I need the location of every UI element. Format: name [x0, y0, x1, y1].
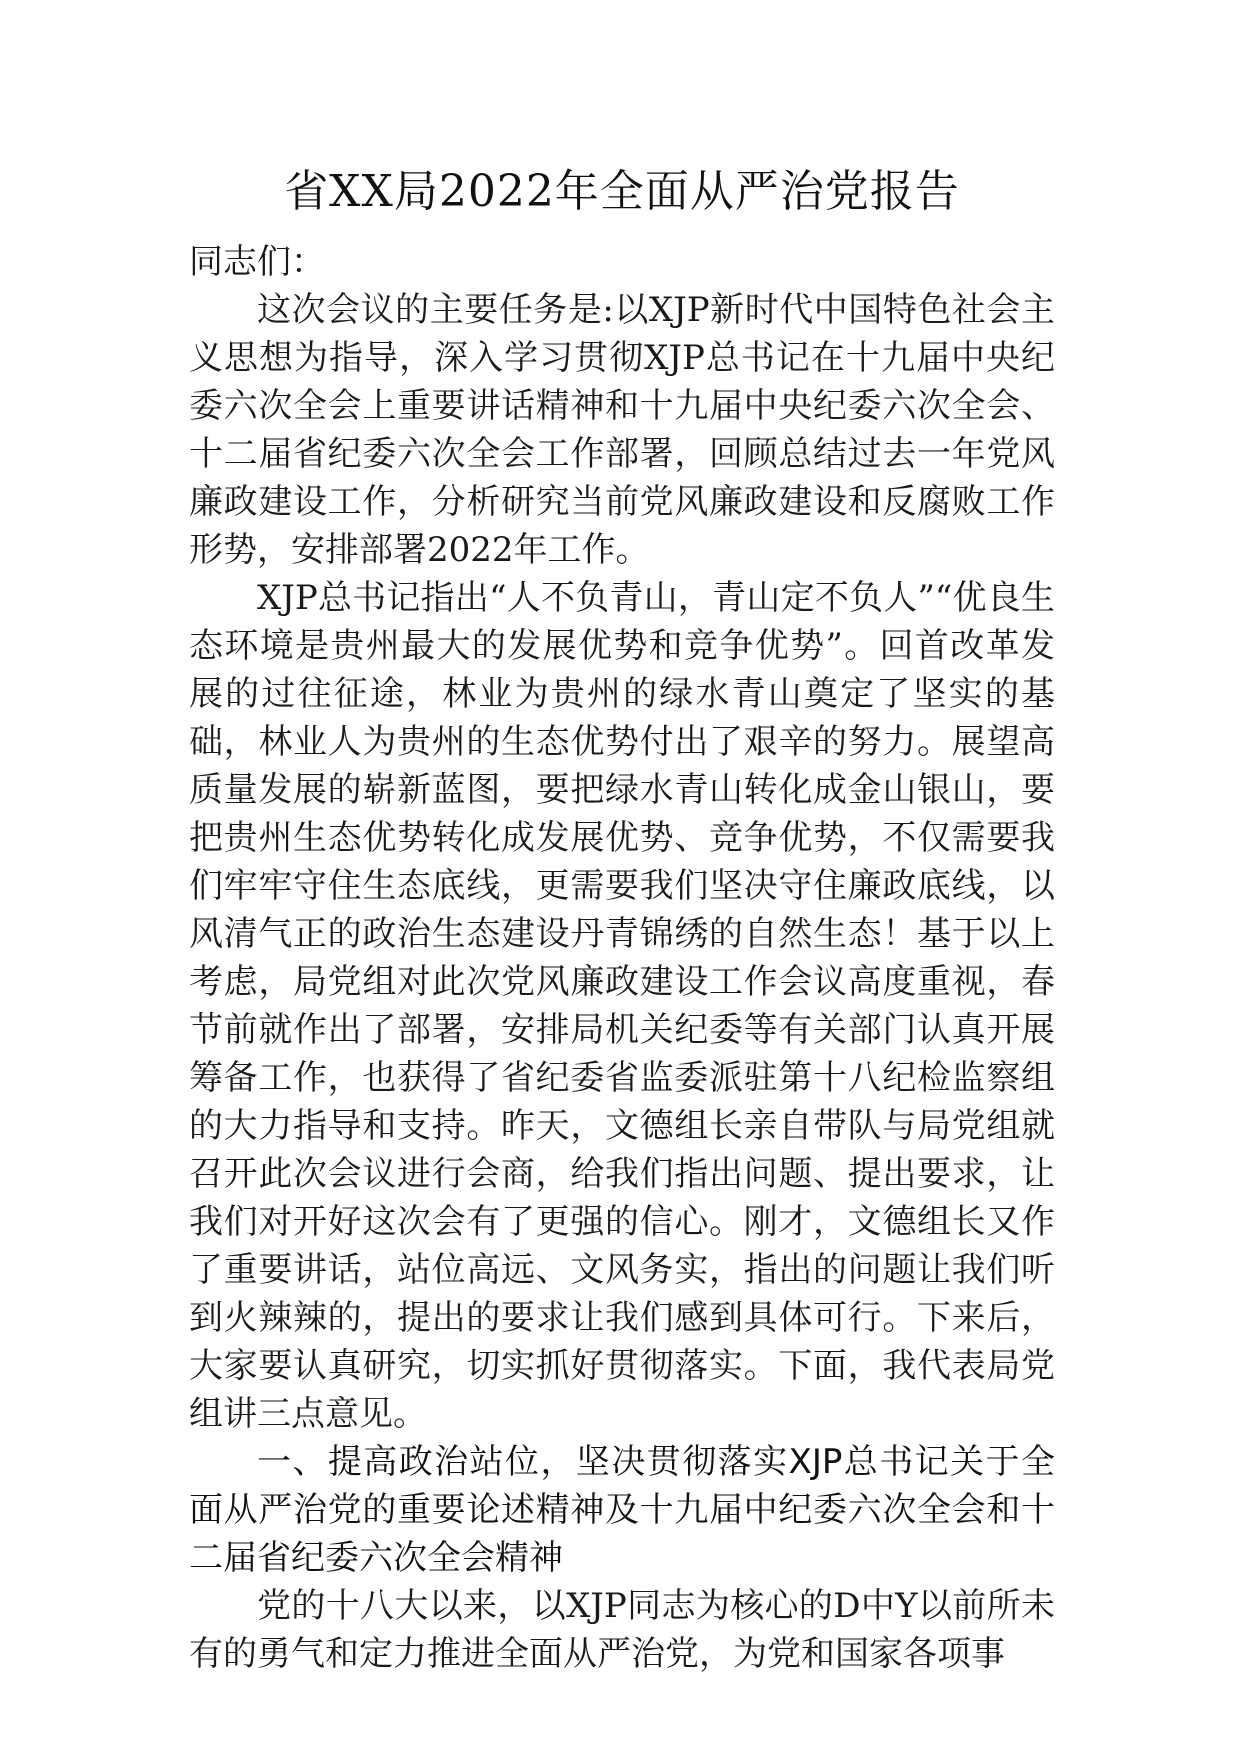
paragraph-since-18th-congress: 党的十八大以来，以XJP同志为核心的D中Y以前所未有的勇气和定力推进全面从严治党，为党和国家各项事 — [189, 1586, 1055, 1674]
document-body — [189, 160, 1055, 1678]
document-title: 省XX局2022年全面从严治党报告 — [284, 166, 960, 217]
paragraph-meeting-tasks: 这次会议的主要任务是:以XJP新时代中国特色社会主义思想为指导，深入学习贯彻XJP总书记在十九届中央纪委六次全会上重要讲话精神和十九届中央纪委六次全会、十二届省纪委六次全会工作部署，回顾总结过去一年党风廉政建设工作，分析研究当前党风廉政建设和反腐败工作形势，安排部署2022年工作。 — [189, 290, 1055, 570]
paragraph-ecology: XJP总书记指出“人不负青山，青山定不负人”“优良生态环境是贵州最大的发展优势和竞争优势”。回首改革发展的过往征途，林业为贵州的绿水青山奠定了坚实的基础，林业人为贵州的生态优势付出了艰辛的努力。展望高质量发展的崭新蓝图，要把绿水青山转化成金山银山，要把贵州生态优势转化成发展优势、竞争优势，不仅需要我们牢牢守住生态底线，更需要我们坚决守住廉政底线，以风清气正的政治生态建设丹青锦绣的自然生态！基于以上考虑，局党组对此次党风廉政建设工作会议高度重视，春节前就作出了部署，安排局机关纪委等有关部门认真开展筹备工作，也获得了省纪委省监委派驻第十八纪检监察组的大力指导和支持。昨天，文德组长亲自带队与局党组就召开此次会议进行会商，给我们指出问题、提出要求，让我们对开好这次会有了更强的信心。刚才，文德组长又作了重要讲话，站位高远、文风务实，指出的问题让我们听到火辣辣的，提出的要求让我们感到具体可行。下来后，大家要认真研究，切实抓好贯彻落实。下面，我代表局党组讲三点意见。 — [189, 578, 1055, 1434]
salutation: 同志们： — [189, 242, 325, 282]
section-heading-one: 一、提高政治站位，坚决贯彻落实XJP总书记关于全面从严治党的重要论述精神及十九届中纪委六次全会和十二届省纪委六次全会精神 — [189, 1442, 1055, 1578]
